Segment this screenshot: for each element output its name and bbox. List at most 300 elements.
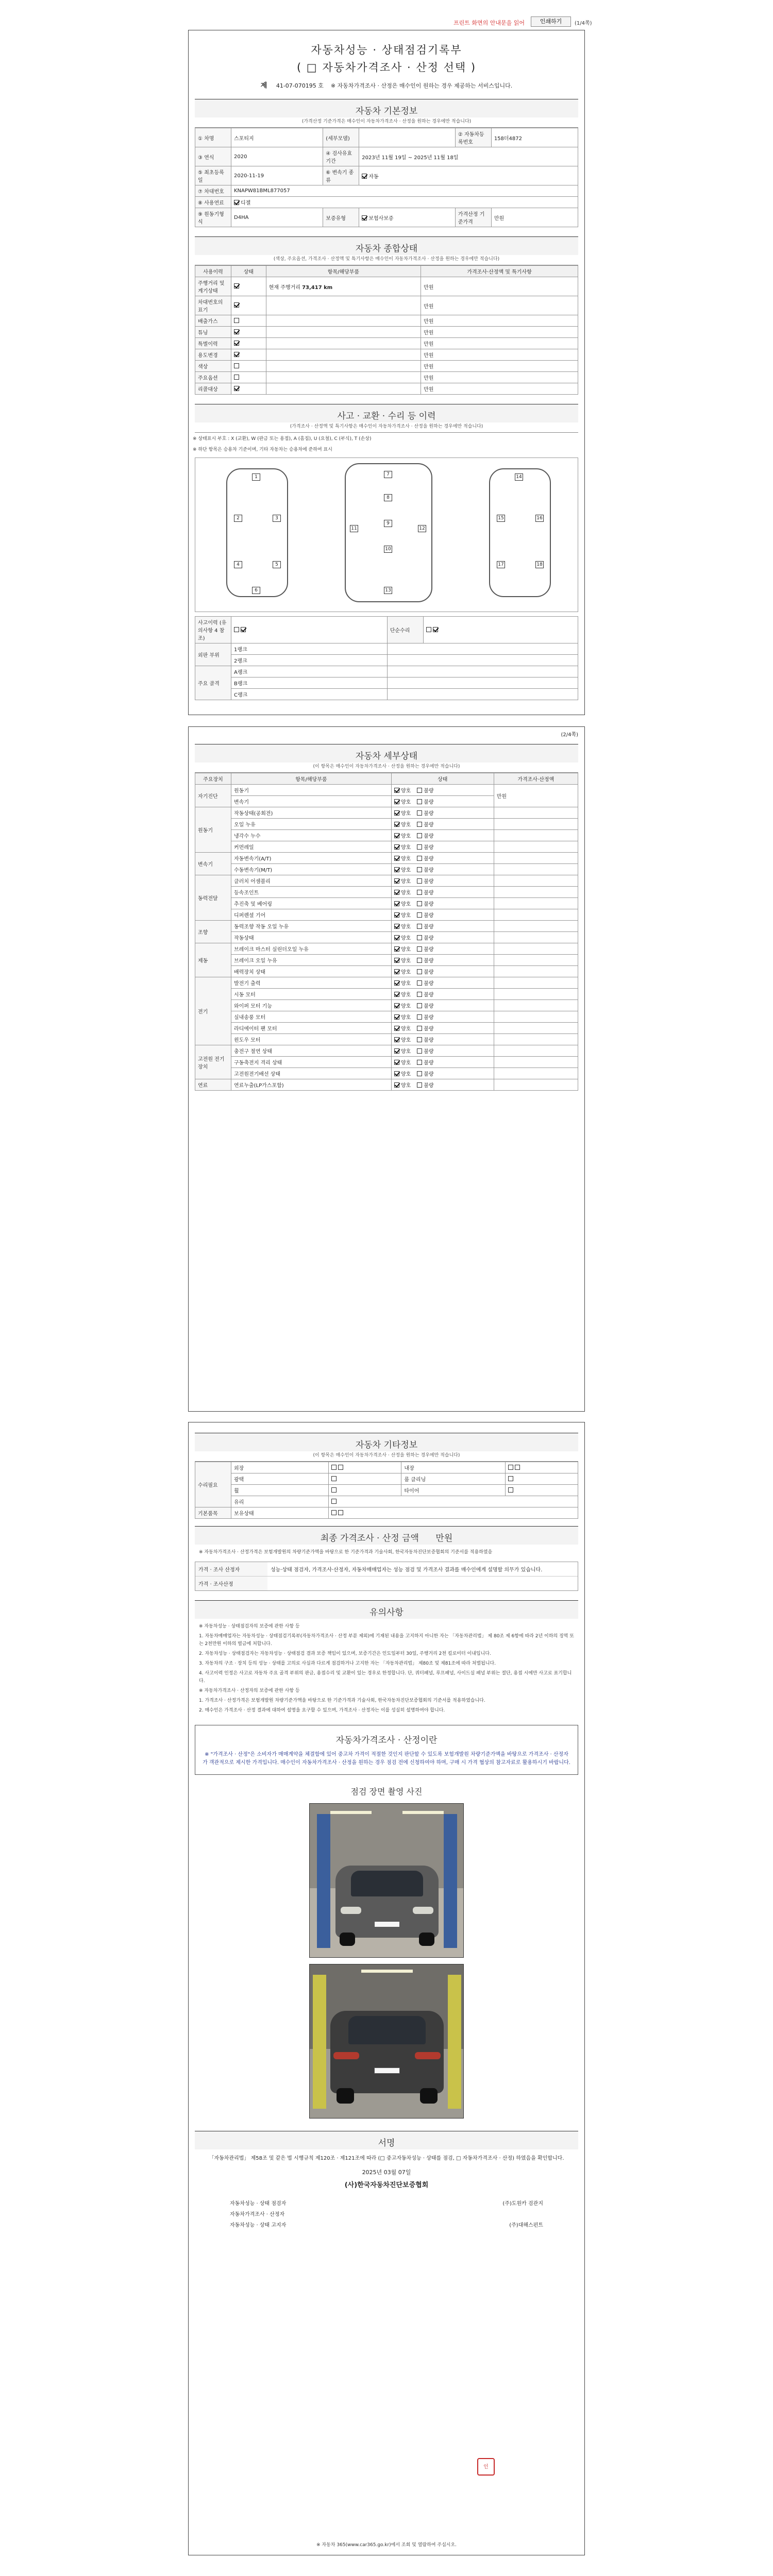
part-badge: 1: [252, 473, 260, 481]
row-label: 수리필요: [195, 1462, 231, 1507]
checkbox: [394, 901, 399, 906]
note-item: 4. 사고이력 인정은 사고로 자동차 주요 골격 부위의 판금, 용접수리 및 교환이 있는 경우로 한정합니다. 단, 쿼터패널, 루프패널, 사이드실 패널 부위는 절단, 용접 시에만 사고로 표기합니다.: [199, 1671, 572, 1684]
checkbox-label: 불량: [424, 958, 434, 964]
group-label: 원동기: [195, 807, 231, 853]
item-label: 동력조향 작동 오일 누유: [231, 921, 392, 932]
status-cell: [391, 796, 494, 807]
checkbox: [417, 1082, 422, 1088]
grade-label: 2랭크: [231, 655, 388, 666]
checkbox-label: 불량: [424, 913, 434, 919]
table-cell: [329, 1462, 401, 1473]
table-cell: [329, 1485, 401, 1496]
item-label: 오일 누유: [231, 819, 392, 830]
checkbox: [417, 833, 422, 838]
table-cell: [231, 361, 266, 372]
unit-cell: [494, 887, 578, 898]
table-row: [195, 296, 578, 315]
unit-cell: [494, 1023, 578, 1034]
checkbox: [394, 946, 399, 952]
unit-cell: 만원: [421, 383, 578, 395]
checkbox-label: 불량: [424, 1060, 434, 1066]
checkbox: [417, 958, 422, 963]
unit-cell: [494, 932, 578, 943]
item-label: 자동변속기(A/T): [231, 853, 392, 864]
group-label: 고전원 전기장치: [195, 1045, 231, 1079]
print-notice: 프린트 화면의 안내문을 읽어: [453, 20, 525, 26]
checkbox-label: 양호: [400, 936, 411, 941]
registration-line: [189, 80, 584, 90]
item-label: 시동 모터: [231, 989, 392, 1000]
group-label: 자기진단: [195, 785, 231, 807]
checkbox: [394, 1082, 399, 1088]
checkbox: [394, 1003, 399, 1008]
checkbox: [331, 1476, 337, 1481]
checkbox-label: 양호: [400, 924, 411, 930]
page-count: (1/4쪽): [575, 21, 592, 26]
row-label: 색상: [195, 361, 231, 372]
status-cell: [391, 853, 494, 864]
status-cell: [391, 1057, 494, 1068]
column-header: 상태: [391, 773, 494, 785]
table-row: [195, 1496, 578, 1507]
unit-cell: [494, 966, 578, 977]
table-row: [195, 830, 578, 841]
checkbox-label: 불량: [424, 868, 434, 873]
table-row: [195, 643, 578, 655]
note-item: 2. 자동차성능 · 상태점검자는 자동차성능 · 상태점검 결과 보증 책임이 있으며, 보증기간은 인도일부터 30일, 주행거리 2천 킬로미터 이내입니다.: [199, 1651, 491, 1656]
part-badge: 4: [234, 561, 242, 568]
official-seal-stamp: [477, 2458, 495, 2476]
page-2-count: (2/4쪽): [561, 732, 578, 738]
checkbox: [234, 352, 239, 357]
checkbox: [394, 788, 399, 793]
table-row: [195, 966, 578, 977]
table-cell: [231, 315, 266, 327]
table-cell: 2023년 11월 19일 ~ 2025년 11월 18일: [359, 147, 578, 166]
item-label: 냉각수 누수: [231, 830, 392, 841]
checkbox: [234, 200, 239, 205]
status-cell: [391, 898, 494, 909]
row-label: 튜닝: [195, 327, 231, 338]
document-page-2: [188, 726, 585, 1412]
table-row: [195, 147, 578, 166]
checkbox: [508, 1487, 513, 1493]
item-label: 윈도우 모터: [231, 1034, 392, 1045]
table-cell: [329, 1507, 578, 1519]
checkbox: [362, 174, 367, 179]
checkbox: [515, 1465, 520, 1470]
checkbox-label: 양호: [400, 879, 411, 885]
checkbox: [417, 969, 422, 974]
checkbox-label: 불량: [424, 1004, 434, 1009]
table-row: [195, 932, 578, 943]
unit-cell: [494, 1068, 578, 1079]
checkbox-label: 불량: [424, 1072, 434, 1077]
checkbox-label: 불량: [424, 800, 434, 805]
checkbox: [234, 341, 239, 346]
part-badge: 11: [350, 525, 358, 532]
table-row: [195, 785, 578, 796]
table-cell: 158더4872: [491, 128, 578, 147]
car-rear-view: [489, 468, 551, 597]
unit-cell: 만원: [421, 277, 578, 296]
item-label: 내장: [401, 1462, 505, 1473]
status-cell: [391, 1011, 494, 1023]
status-cell: [391, 841, 494, 853]
table-row: [195, 841, 578, 853]
grade-label: A랭크: [231, 666, 388, 677]
item-label: 원동기: [231, 785, 392, 796]
checkbox: [433, 627, 438, 632]
checkbox: [394, 1014, 399, 1020]
photo-section-title: 점검 장면 촬영 사진: [350, 1787, 423, 1797]
table-cell: 2020-11-19: [231, 166, 323, 185]
item-label: 라디에이터 팬 모터: [231, 1023, 392, 1034]
checkbox-label: 불량: [424, 788, 434, 794]
table-row: [195, 372, 578, 383]
row-label: 주요옵션: [195, 372, 231, 383]
checkbox-label: 양호: [400, 913, 411, 919]
final-price-title: 최종 가격조사 · 산정 금액: [320, 1533, 419, 1544]
note-item: 3. 자동차의 구조 · 장치 등의 성능 · 상태를 고의로 사실과 다르게 점검하거나 고지한 자는 「자동차관리법」 제80조 및 제81조에 따라 처벌됩니다.: [199, 1661, 496, 1666]
group-label: 변속기: [195, 853, 231, 875]
print-button[interactable]: 인쇄하기: [531, 16, 571, 27]
checkbox: [394, 844, 399, 850]
footer-note: ※ 자동차 365(www.car365.go.kr)에서 조회 및 열람하여 주십시오.: [316, 2543, 457, 2548]
status-cell: [391, 943, 494, 955]
item-label: 브레이크 오일 누유: [231, 955, 392, 966]
part-badge: 9: [384, 520, 392, 527]
checkbox-label: 불량: [424, 970, 434, 975]
unit-cell: [494, 819, 578, 830]
checkbox-label: 불량: [424, 845, 434, 851]
table-cell: D4HA: [231, 208, 323, 227]
table-row: [195, 617, 578, 643]
reg-number: 41-07-070195 호: [276, 82, 324, 89]
part-badge: 13: [384, 587, 392, 594]
basic-info-subtitle: (가격산정 기준가격은 매수인이 자동차가격조사 · 산정을 원하는 경우에만 적습니다): [195, 117, 578, 128]
table-row: [195, 864, 578, 875]
part-badge: 14: [515, 473, 523, 481]
reg-note: ※ 자동차가격조사 · 산정은 매수인이 원하는 경우 제공하는 서비스입니다.: [330, 82, 513, 89]
table-cell: [231, 327, 266, 338]
checkbox-label: 불량: [424, 1015, 434, 1021]
checkbox-label: 양호: [400, 902, 411, 907]
checkbox: [417, 924, 422, 929]
table-cell: 스포티지: [231, 128, 323, 147]
table-cell: [231, 296, 266, 315]
overall-status-heading: 자동차 종합상태: [195, 236, 578, 255]
signature-row-value: (주)대해스펀트: [509, 2223, 543, 2228]
status-cell: [391, 1023, 494, 1034]
checkbox: [331, 1499, 337, 1504]
checkbox: [417, 935, 422, 940]
grade-label: B랭크: [231, 677, 388, 689]
table-row: [195, 875, 578, 887]
checkbox: [234, 627, 239, 632]
item-label: 연료누출(LP가스포함): [231, 1079, 392, 1091]
checkbox: [417, 1060, 422, 1065]
checkbox: [234, 363, 239, 368]
table-cell: [387, 655, 578, 666]
signature-row-key: 자동차성능 · 상태 점검자: [230, 2201, 287, 2207]
status-cell: [391, 977, 494, 989]
table-cell: [231, 372, 266, 383]
document-title: 자동차성능 · 상태점검기록부: [311, 44, 462, 56]
unit-cell: [494, 841, 578, 853]
table-row: [195, 921, 578, 932]
note-item: 2. 매수인은 가격조사 · 산정 결과에 대하여 설명을 요구할 수 있으며, 가격조사 · 산정자는 이를 성실히 설명하여야 합니다.: [199, 1708, 445, 1713]
checkbox: [417, 867, 422, 872]
status-cell: [391, 1045, 494, 1057]
checkbox: [394, 992, 399, 997]
checkbox: [417, 844, 422, 850]
table-row: [195, 887, 578, 898]
price-row-key: 가격 · 조사산정: [195, 1577, 267, 1590]
item-label: 보유상태: [231, 1507, 329, 1519]
item-label: 와이퍼 모터 기능: [231, 1000, 392, 1011]
seal-label: 인: [483, 2464, 489, 2470]
table-cell: [505, 1462, 578, 1473]
unit-cell: 만원: [421, 361, 578, 372]
column-header: 상태: [231, 266, 266, 277]
checkbox-label: 양호: [400, 800, 411, 805]
part-badge: 17: [497, 561, 505, 568]
table-cell: [266, 372, 421, 383]
signature-row: [230, 2197, 543, 2208]
detail-status-subtitle: (이 항목은 매수인이 자동차가격조사 · 산정을 원하는 경우에만 적습니다): [195, 762, 578, 773]
note-item: 1. 자동차매매업자는 자동차성능 · 상태점검기록부(자동차가격조사 · 산정 부분 제외)에 기재된 내용을 고지하지 아니한 자는 「자동차관리법」 제 80조 제 6항에 따라 2년 이하의 징역 또는 2천만원 이하의 벌금에 처합니다.: [199, 1634, 574, 1647]
row-label: 주요 골격: [195, 666, 231, 700]
checkbox: [417, 1014, 422, 1020]
overall-status-subtitle: (색상, 주요옵션, 가격조사 · 산정액 및 특기사항은 매수인이 자동차가격조사 · 산정을 원하는 경우에만 적습니다): [195, 255, 578, 265]
table-cell: [231, 617, 388, 643]
table-row: [195, 361, 578, 372]
part-badge: 5: [273, 561, 281, 568]
checkbox: [234, 318, 239, 323]
checkbox: [417, 1026, 422, 1031]
checkbox: [234, 302, 239, 308]
table-row: [195, 128, 578, 147]
group-label: 연료: [195, 1079, 231, 1091]
table-cell: 2020: [231, 147, 323, 166]
status-cell: [391, 1034, 494, 1045]
status-cell: [391, 966, 494, 977]
table-cell: ② 자동차등록번호: [455, 128, 491, 147]
checkbox: [394, 935, 399, 940]
table-row: [195, 677, 578, 689]
price-note: ※ 자동차가격조사 · 산정가격은 보험개발원의 차량기준가액을 바탕으로 한 기준가격과 기술사회, 한국자동차진단보증협회의 기준서를 적용하였음: [199, 1550, 493, 1555]
table-cell: [231, 197, 578, 208]
table-row: [195, 1473, 578, 1485]
checkbox-label: 양호: [400, 958, 411, 964]
final-price-unit: 만원: [435, 1533, 453, 1544]
note-item: ※ 자동차성능 · 상태점검자의 보증에 관한 사항 등: [199, 1624, 300, 1629]
status-cell: [391, 819, 494, 830]
table-cell: ⑧ 사용연료: [195, 197, 231, 208]
reg-label: 제: [260, 82, 267, 90]
checkbox: [394, 1037, 399, 1042]
basic-info-table: [195, 128, 578, 227]
table-cell: [387, 677, 578, 689]
item-label: 브레이크 마스터 실린더오일 누유: [231, 943, 392, 955]
table-cell: [329, 1473, 401, 1485]
table-row: [195, 1057, 578, 1068]
table-cell: ⑥ 변속기 종류: [323, 166, 359, 185]
status-cell: [391, 887, 494, 898]
checkbox-label: 불량: [424, 1049, 434, 1055]
table-cell: ⑤ 최초등록일: [195, 166, 231, 185]
checkbox-label: 양호: [400, 1038, 411, 1043]
checkbox-label: 보험사보증: [368, 215, 394, 222]
column-header: 가격조사·산정액: [494, 773, 578, 785]
table-row: [195, 1507, 578, 1519]
item-label: 작동상태(공회전): [231, 807, 392, 819]
unit-cell: [494, 909, 578, 921]
table-cell: KNAPW81BML877057: [231, 185, 578, 197]
final-price-heading: [195, 1526, 578, 1545]
checkbox: [331, 1465, 337, 1470]
part-badge: 12: [418, 525, 426, 532]
status-cell: [391, 909, 494, 921]
checkbox: [394, 856, 399, 861]
table-cell: [266, 315, 421, 327]
table-row: [195, 383, 578, 395]
checkbox: [331, 1510, 337, 1515]
table-cell: [387, 689, 578, 700]
checkbox: [417, 901, 422, 906]
checkbox: [417, 1048, 422, 1054]
checkbox-label: 불량: [424, 822, 434, 828]
table-cell: [266, 327, 421, 338]
item-label: 등속조인트: [231, 887, 392, 898]
table-cell: [231, 383, 266, 395]
status-cell: [391, 875, 494, 887]
table-row: [195, 1068, 578, 1079]
signature-heading: 서명: [195, 2131, 578, 2149]
column-header: 항목/해당부품: [266, 266, 421, 277]
unit-cell: [494, 989, 578, 1000]
signature-organization: (사)한국자동차진단보증협회: [344, 2181, 429, 2189]
item-label: 변속기: [231, 796, 392, 807]
unit-cell: [494, 1045, 578, 1057]
unit-cell: [494, 807, 578, 819]
table-cell: [266, 361, 421, 372]
row-label: 사고이력 (유의사항 4 참조): [195, 617, 231, 643]
checkbox-label: 양호: [400, 890, 411, 896]
inspection-photo-front: [309, 1803, 464, 1958]
table-row: [195, 898, 578, 909]
unit-cell: [494, 1057, 578, 1068]
checkbox: [417, 799, 422, 804]
table-row: [195, 666, 578, 677]
item-label: 구동축전지 격리 상태: [231, 1057, 392, 1068]
checkbox: [417, 810, 422, 816]
unit-cell: 만원: [421, 296, 578, 315]
unit-cell: [494, 921, 578, 932]
checkbox: [394, 810, 399, 816]
accident-summary-table: [195, 616, 578, 700]
table-row: [195, 955, 578, 966]
checkbox-label: 양호: [400, 1060, 411, 1066]
row-label: 외판 부위: [195, 643, 231, 666]
table-row: [195, 1485, 578, 1496]
table-cell: [359, 166, 578, 185]
part-badge: 10: [384, 546, 392, 553]
price-row-value: [267, 1577, 578, 1590]
status-cell: [391, 921, 494, 932]
checkbox: [394, 980, 399, 986]
unit-cell: [494, 1000, 578, 1011]
item-label: 디퍼렌셜 기어: [231, 909, 392, 921]
table-row: [195, 807, 578, 819]
part-badge: 18: [535, 561, 544, 568]
car-front-view: [226, 468, 288, 597]
checkbox: [417, 878, 422, 884]
signature-row-value: (주)도원카 검관지: [502, 2201, 543, 2207]
unit-cell: 만원: [421, 349, 578, 361]
item-label: 외장: [231, 1462, 329, 1473]
checkbox: [417, 992, 422, 997]
item-label: 클러치 어셈블리: [231, 875, 392, 887]
unit-cell: [494, 898, 578, 909]
checkbox-label: 양호: [400, 788, 411, 794]
checkbox: [417, 890, 422, 895]
status-cell: [391, 864, 494, 875]
checkbox-label: 양호: [400, 811, 411, 817]
checkbox-label: 디젤: [241, 200, 251, 206]
signature-row: [230, 2208, 543, 2219]
checkbox: [394, 958, 399, 963]
checkbox: [394, 912, 399, 918]
status-cell: [391, 932, 494, 943]
table-cell: [231, 277, 266, 296]
part-badge: 3: [273, 515, 281, 522]
checkbox-label: 불량: [424, 992, 434, 998]
table-cell: [266, 383, 421, 395]
unit-cell: 만원: [421, 338, 578, 349]
signature-rows: [230, 2197, 543, 2230]
price-box: [195, 1562, 578, 1591]
row-label: 기본품목: [195, 1507, 231, 1519]
table-row: [195, 853, 578, 864]
table-cell: [266, 277, 421, 296]
checkbox-label: 양호: [400, 834, 411, 839]
row-label: 용도변경: [195, 349, 231, 361]
item-label: 고전원전기배선 상태: [231, 1068, 392, 1079]
note-item: ※ 자동차가격조사 · 산정자의 보증에 관한 사항 등: [199, 1688, 300, 1693]
checkbox: [394, 822, 399, 827]
part-badge: 16: [535, 515, 544, 522]
checkbox: [417, 788, 422, 793]
unit-cell: [494, 853, 578, 864]
accident-legend-2: ※ 하단 항목은 승용차 기준이며, 기타 자동차는 승용차에 준하여 표시: [193, 447, 332, 452]
item-label: 실내송풍 모터: [231, 1011, 392, 1023]
basic-info-heading: 자동차 기본정보: [195, 99, 578, 117]
checkbox: [394, 1071, 399, 1076]
checkbox-label: 양호: [400, 992, 411, 998]
status-cell: [391, 807, 494, 819]
table-cell: [505, 1473, 578, 1485]
item-label: 추진축 및 베어링: [231, 898, 392, 909]
checkbox-label: 불량: [424, 902, 434, 907]
table-cell: [329, 1496, 578, 1507]
item-label: 충전구 절연 상태: [231, 1045, 392, 1057]
grade-label: 1랭크: [231, 643, 388, 655]
group-label: 조향: [195, 921, 231, 943]
price-row: [195, 1562, 578, 1576]
checkbox: [394, 878, 399, 884]
